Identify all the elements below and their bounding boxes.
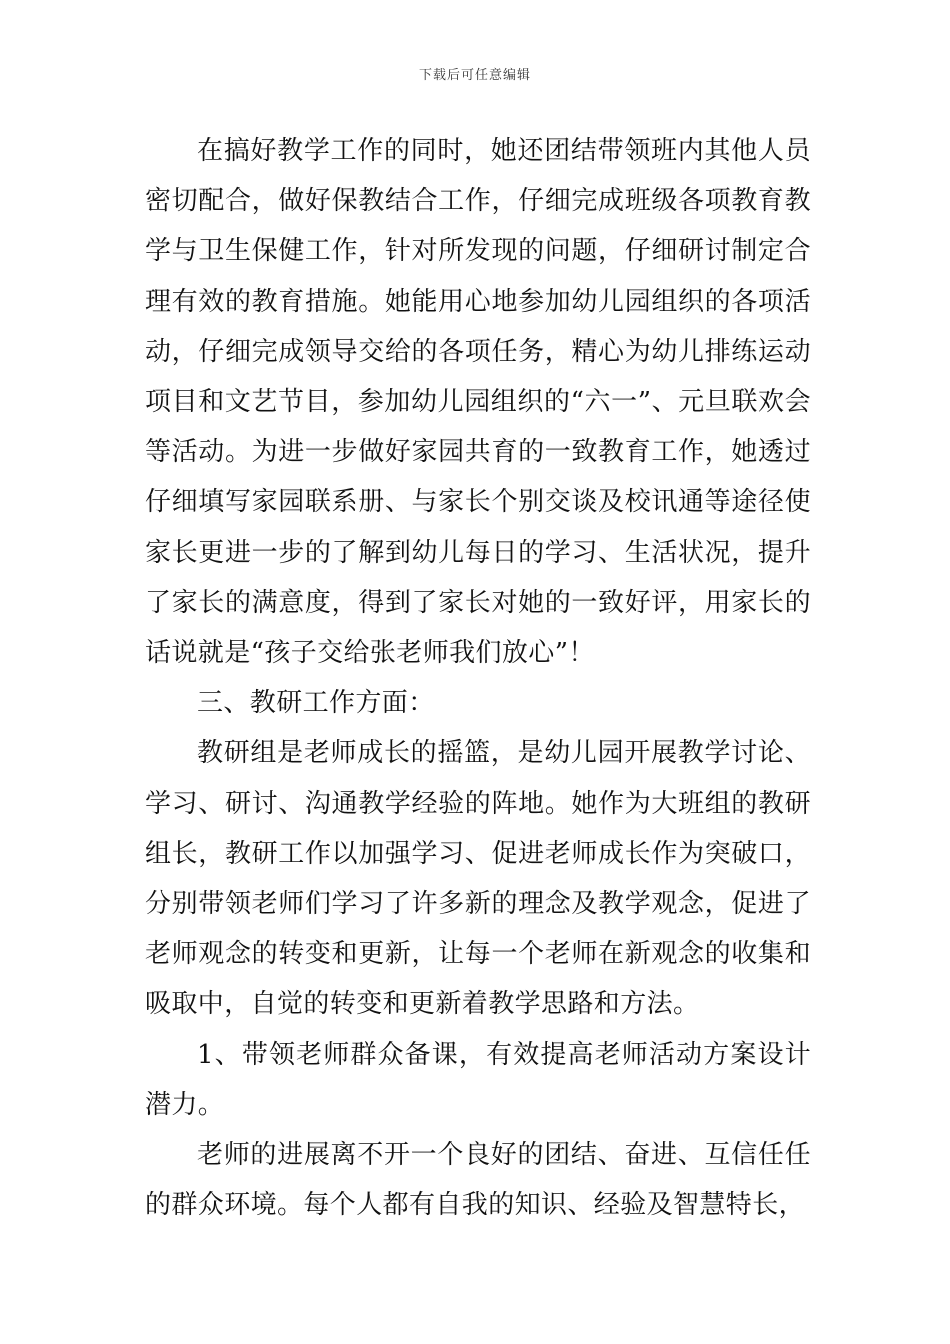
document-body — [145, 126, 811, 1230]
paragraph: 教研组是老师成长的摇篮，是幼儿园开展教学讨论、学习、研讨、沟通教学经验的阵地。她作为大班组的教研组长，教研工作以加强学习、促进老师成长作为突破口，分别带领老师们学习了许多新的理念及教学观念，促进了老师观念的转变和更新，让每一个老师在新观念的收集和吸取中，自觉的转变和更新着教学思路和方法。 — [145, 738, 811, 1020]
paragraph: 老师的进展离不开一个良好的团结、奋进、互信任任的群众环境。每个人都有自我的知识、经验及智慧特长， — [145, 1140, 811, 1221]
paragraph: 在搞好教学工作的同时，她还团结带领班内其他人员密切配合，做好保教结合工作，仔细完成班级各项教育教学与卫生保健工作，针对所发现的问题，仔细研讨制定合理有效的教育措施。她能用心地参加幼儿园组织的各项活动，仔细完成领导交给的各项任务，精心为幼儿排练运动项目和文艺节目，参加幼儿园组织的“六一”、元旦联欢会等活动。为进一步做好家园共育的一致教育工作，她透过仔细填写家园联系册、与家长个别交谈及校讯通等途径使家长更进一步的了解到幼儿每日的学习、生活状况，提升了家长的满意度，得到了家长对她的一致好评，用家长的话说就是“孩子交给张老师我们放心”！ — [145, 136, 811, 669]
list-item: 1、带领老师群众备课，有效提高老师活动方案设计潜力。 — [145, 1039, 811, 1120]
page-header: 下载后可任意编辑 — [418, 68, 531, 83]
section-heading: 三、教研工作方面： — [197, 688, 435, 719]
